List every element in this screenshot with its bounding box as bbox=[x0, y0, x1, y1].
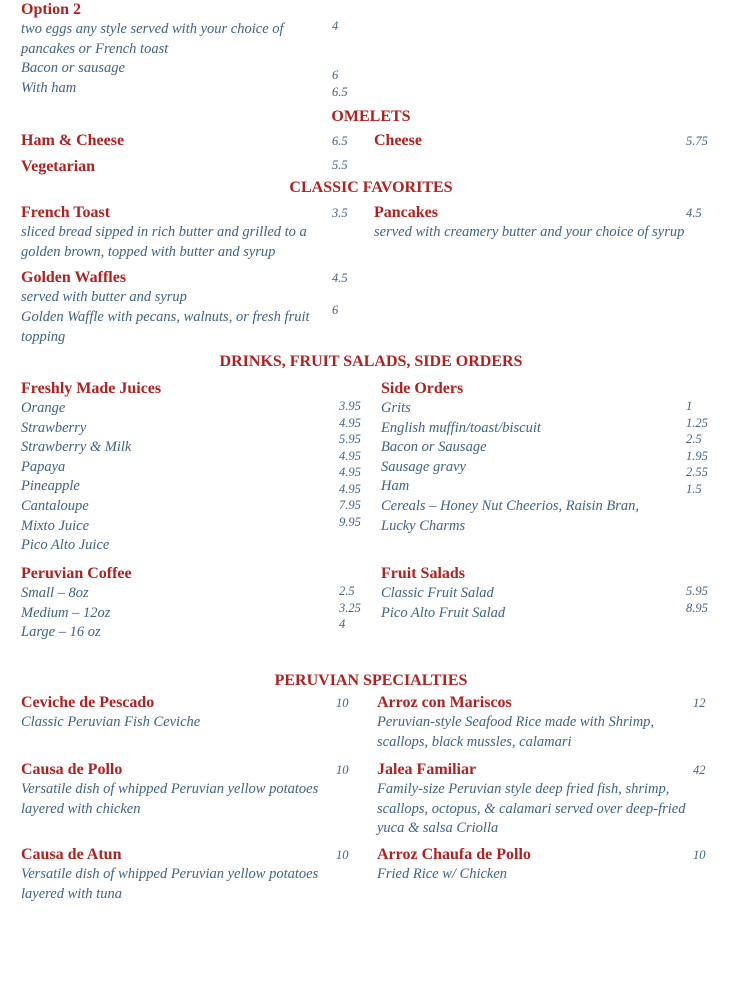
menu-item-price: 10 bbox=[336, 848, 349, 862]
peruvian-heading: PERUVIAN SPECIALTIES bbox=[274, 672, 468, 689]
menu-item-name: Arroz Chaufa de Pollo bbox=[377, 846, 531, 863]
list-price: 5.95 bbox=[686, 584, 708, 598]
list-item: Medium – 12oz bbox=[21, 604, 111, 621]
menu-item-price: 5.75 bbox=[686, 134, 708, 148]
list-item: Pineapple bbox=[21, 478, 80, 495]
description-line: golden brown, topped with butter and syrup bbox=[21, 243, 276, 260]
list-price: 5.95 bbox=[339, 432, 361, 446]
menu-item-name: Ham & Cheese bbox=[21, 132, 125, 149]
coffee-prices bbox=[339, 583, 361, 633]
fruit-title: Fruit Salads bbox=[381, 565, 466, 582]
option2-addon-label: With ham bbox=[21, 80, 77, 96]
menu-item-name: Causa de Atun bbox=[21, 846, 122, 863]
menu-item-name: French Toast bbox=[21, 204, 111, 221]
list-price: 2.55 bbox=[686, 465, 708, 479]
description-line: layered with tuna bbox=[21, 885, 122, 902]
juices-list bbox=[21, 399, 131, 556]
menu-item-price: 6.5 bbox=[332, 134, 348, 148]
list-price: 1.5 bbox=[686, 481, 702, 496]
sides-list bbox=[381, 399, 639, 536]
list-price: 3.25 bbox=[339, 600, 361, 615]
description-line: yuca & salsa Criolla bbox=[377, 820, 499, 837]
description-line: Versatile dish of whipped Peruvian yellow potatoes bbox=[21, 866, 319, 882]
menu-item-name: Cheese bbox=[374, 132, 422, 149]
list-item: Pico Alto Fruit Salad bbox=[381, 604, 506, 621]
list-price: 2.5 bbox=[339, 584, 355, 598]
menu-item-price: 3.5 bbox=[332, 206, 348, 220]
description-line: sliced bread sipped in rich butter and grilled to a bbox=[21, 224, 307, 240]
omelets-heading: OMELETS bbox=[331, 108, 411, 125]
menu-item-name: Golden Waffles bbox=[21, 269, 127, 286]
list-price: 2.5 bbox=[686, 432, 702, 446]
menu-item-price: 42 bbox=[693, 763, 706, 777]
classic-heading: CLASSIC FAVORITES bbox=[289, 179, 453, 196]
list-item: Cantaloupe bbox=[21, 497, 89, 514]
option2-addon-price: 6 bbox=[332, 68, 339, 82]
list-item: Strawberry bbox=[21, 419, 87, 436]
coffee-title: Peruvian Coffee bbox=[21, 565, 132, 582]
list-item: Lucky Charms bbox=[381, 517, 466, 534]
coffee-list bbox=[21, 584, 110, 643]
description-line: Peruvian-style Seafood Rice made with Shrimp, bbox=[377, 714, 655, 730]
option2-addon-price: 6.5 bbox=[332, 85, 348, 99]
option2-desc-line: two eggs any style served with your choice of bbox=[21, 21, 284, 37]
description-line: Family-size Peruvian style deep fried fish, shrimp, bbox=[377, 781, 670, 797]
list-item: Ham bbox=[381, 478, 410, 495]
drinks-heading: DRINKS, FRUIT SALADS, SIDE ORDERS bbox=[219, 353, 523, 370]
description-line: scallops, black mussles, calamari bbox=[377, 733, 572, 750]
list-item: Grits bbox=[381, 400, 411, 416]
list-item: Large – 16 oz bbox=[21, 624, 101, 641]
menu-item-description: Classic Peruvian Fish Ceviche bbox=[21, 714, 201, 730]
menu-item-price: 10 bbox=[693, 848, 706, 862]
sides-prices bbox=[686, 398, 708, 497]
option2-title: Option 2 bbox=[21, 1, 82, 18]
description-line: Golden Waffle with pecans, walnuts, or fresh fruit bbox=[21, 309, 310, 325]
description-line: scallops, octopus, & calamari served over deep-fried bbox=[377, 800, 686, 817]
list-price: 4.95 bbox=[339, 481, 361, 496]
menu-item-name: Jalea Familiar bbox=[377, 761, 477, 778]
menu-item-price: 12 bbox=[693, 696, 706, 710]
fruit-list bbox=[381, 584, 505, 623]
menu-item-description bbox=[21, 780, 318, 819]
menu-item-description bbox=[377, 780, 685, 839]
option2-price: 4 bbox=[332, 19, 339, 33]
description-line: topping bbox=[21, 328, 66, 345]
juices-prices bbox=[339, 398, 361, 530]
list-price: 4.95 bbox=[339, 465, 361, 479]
option2-desc-line: pancakes or French toast bbox=[21, 40, 169, 57]
list-price: 7.95 bbox=[339, 498, 361, 512]
menu-item-description: served with butter and syrup bbox=[21, 289, 187, 305]
list-price: 4.95 bbox=[339, 448, 361, 463]
description-line: layered with chicken bbox=[21, 800, 141, 817]
menu-item-name: Ceviche de Pescado bbox=[21, 694, 155, 711]
fruit-prices bbox=[686, 583, 708, 616]
list-price: 9.95 bbox=[339, 514, 361, 529]
menu-item-price: 4.5 bbox=[332, 271, 348, 285]
list-price: 8.95 bbox=[686, 600, 708, 615]
list-item: Bacon or Sausage bbox=[381, 439, 487, 456]
option2-addon-label: Bacon or sausage bbox=[21, 60, 125, 76]
list-item: Mixto Juice bbox=[21, 517, 90, 534]
juices-title: Freshly Made Juices bbox=[21, 380, 162, 397]
list-price: 1.95 bbox=[686, 448, 708, 463]
menu-item-price: 10 bbox=[336, 763, 349, 777]
menu-item-name: Vegetarian bbox=[21, 158, 96, 175]
list-item: English muffin/toast/biscuit bbox=[381, 419, 541, 436]
list-item: Classic Fruit Salad bbox=[381, 585, 494, 601]
description-line: Versatile dish of whipped Peruvian yellow potatoes bbox=[21, 781, 319, 797]
list-price: 4.95 bbox=[339, 415, 361, 430]
menu-item-name: Causa de Pollo bbox=[21, 761, 123, 778]
menu-item-name: Arroz con Mariscos bbox=[377, 694, 512, 711]
list-item: Sausage gravy bbox=[381, 458, 466, 475]
menu-item-name: Pancakes bbox=[374, 204, 438, 221]
list-price: 3.95 bbox=[339, 399, 361, 413]
menu-item-description bbox=[21, 865, 318, 904]
list-price: 4 bbox=[339, 617, 346, 631]
option2-description bbox=[21, 20, 284, 59]
menu-item-description: served with creamery butter and your choice of syrup bbox=[374, 224, 685, 240]
menu-item-description bbox=[21, 223, 307, 262]
list-item: Papaya bbox=[21, 458, 66, 475]
menu-item-description bbox=[377, 713, 654, 752]
menu-item-description: Fried Rice w/ Chicken bbox=[377, 866, 508, 882]
list-item: Pico Alto Juice bbox=[21, 537, 110, 554]
list-item: Strawberry & Milk bbox=[21, 439, 132, 456]
menu-item-price: 10 bbox=[336, 696, 349, 710]
list-price: 1 bbox=[686, 399, 693, 413]
menu-item-extra bbox=[21, 308, 310, 347]
list-item: Orange bbox=[21, 400, 66, 416]
menu-item-extra-price: 6 bbox=[332, 303, 339, 317]
list-price: 1.25 bbox=[686, 415, 708, 430]
list-item: Small – 8oz bbox=[21, 585, 89, 601]
list-item: Cereals – Honey Nut Cheerios, Raisin Bran, bbox=[381, 497, 640, 514]
sides-title: Side Orders bbox=[381, 380, 464, 397]
menu-item-price: 4.5 bbox=[686, 206, 702, 220]
menu-item-price: 5.5 bbox=[332, 158, 348, 172]
